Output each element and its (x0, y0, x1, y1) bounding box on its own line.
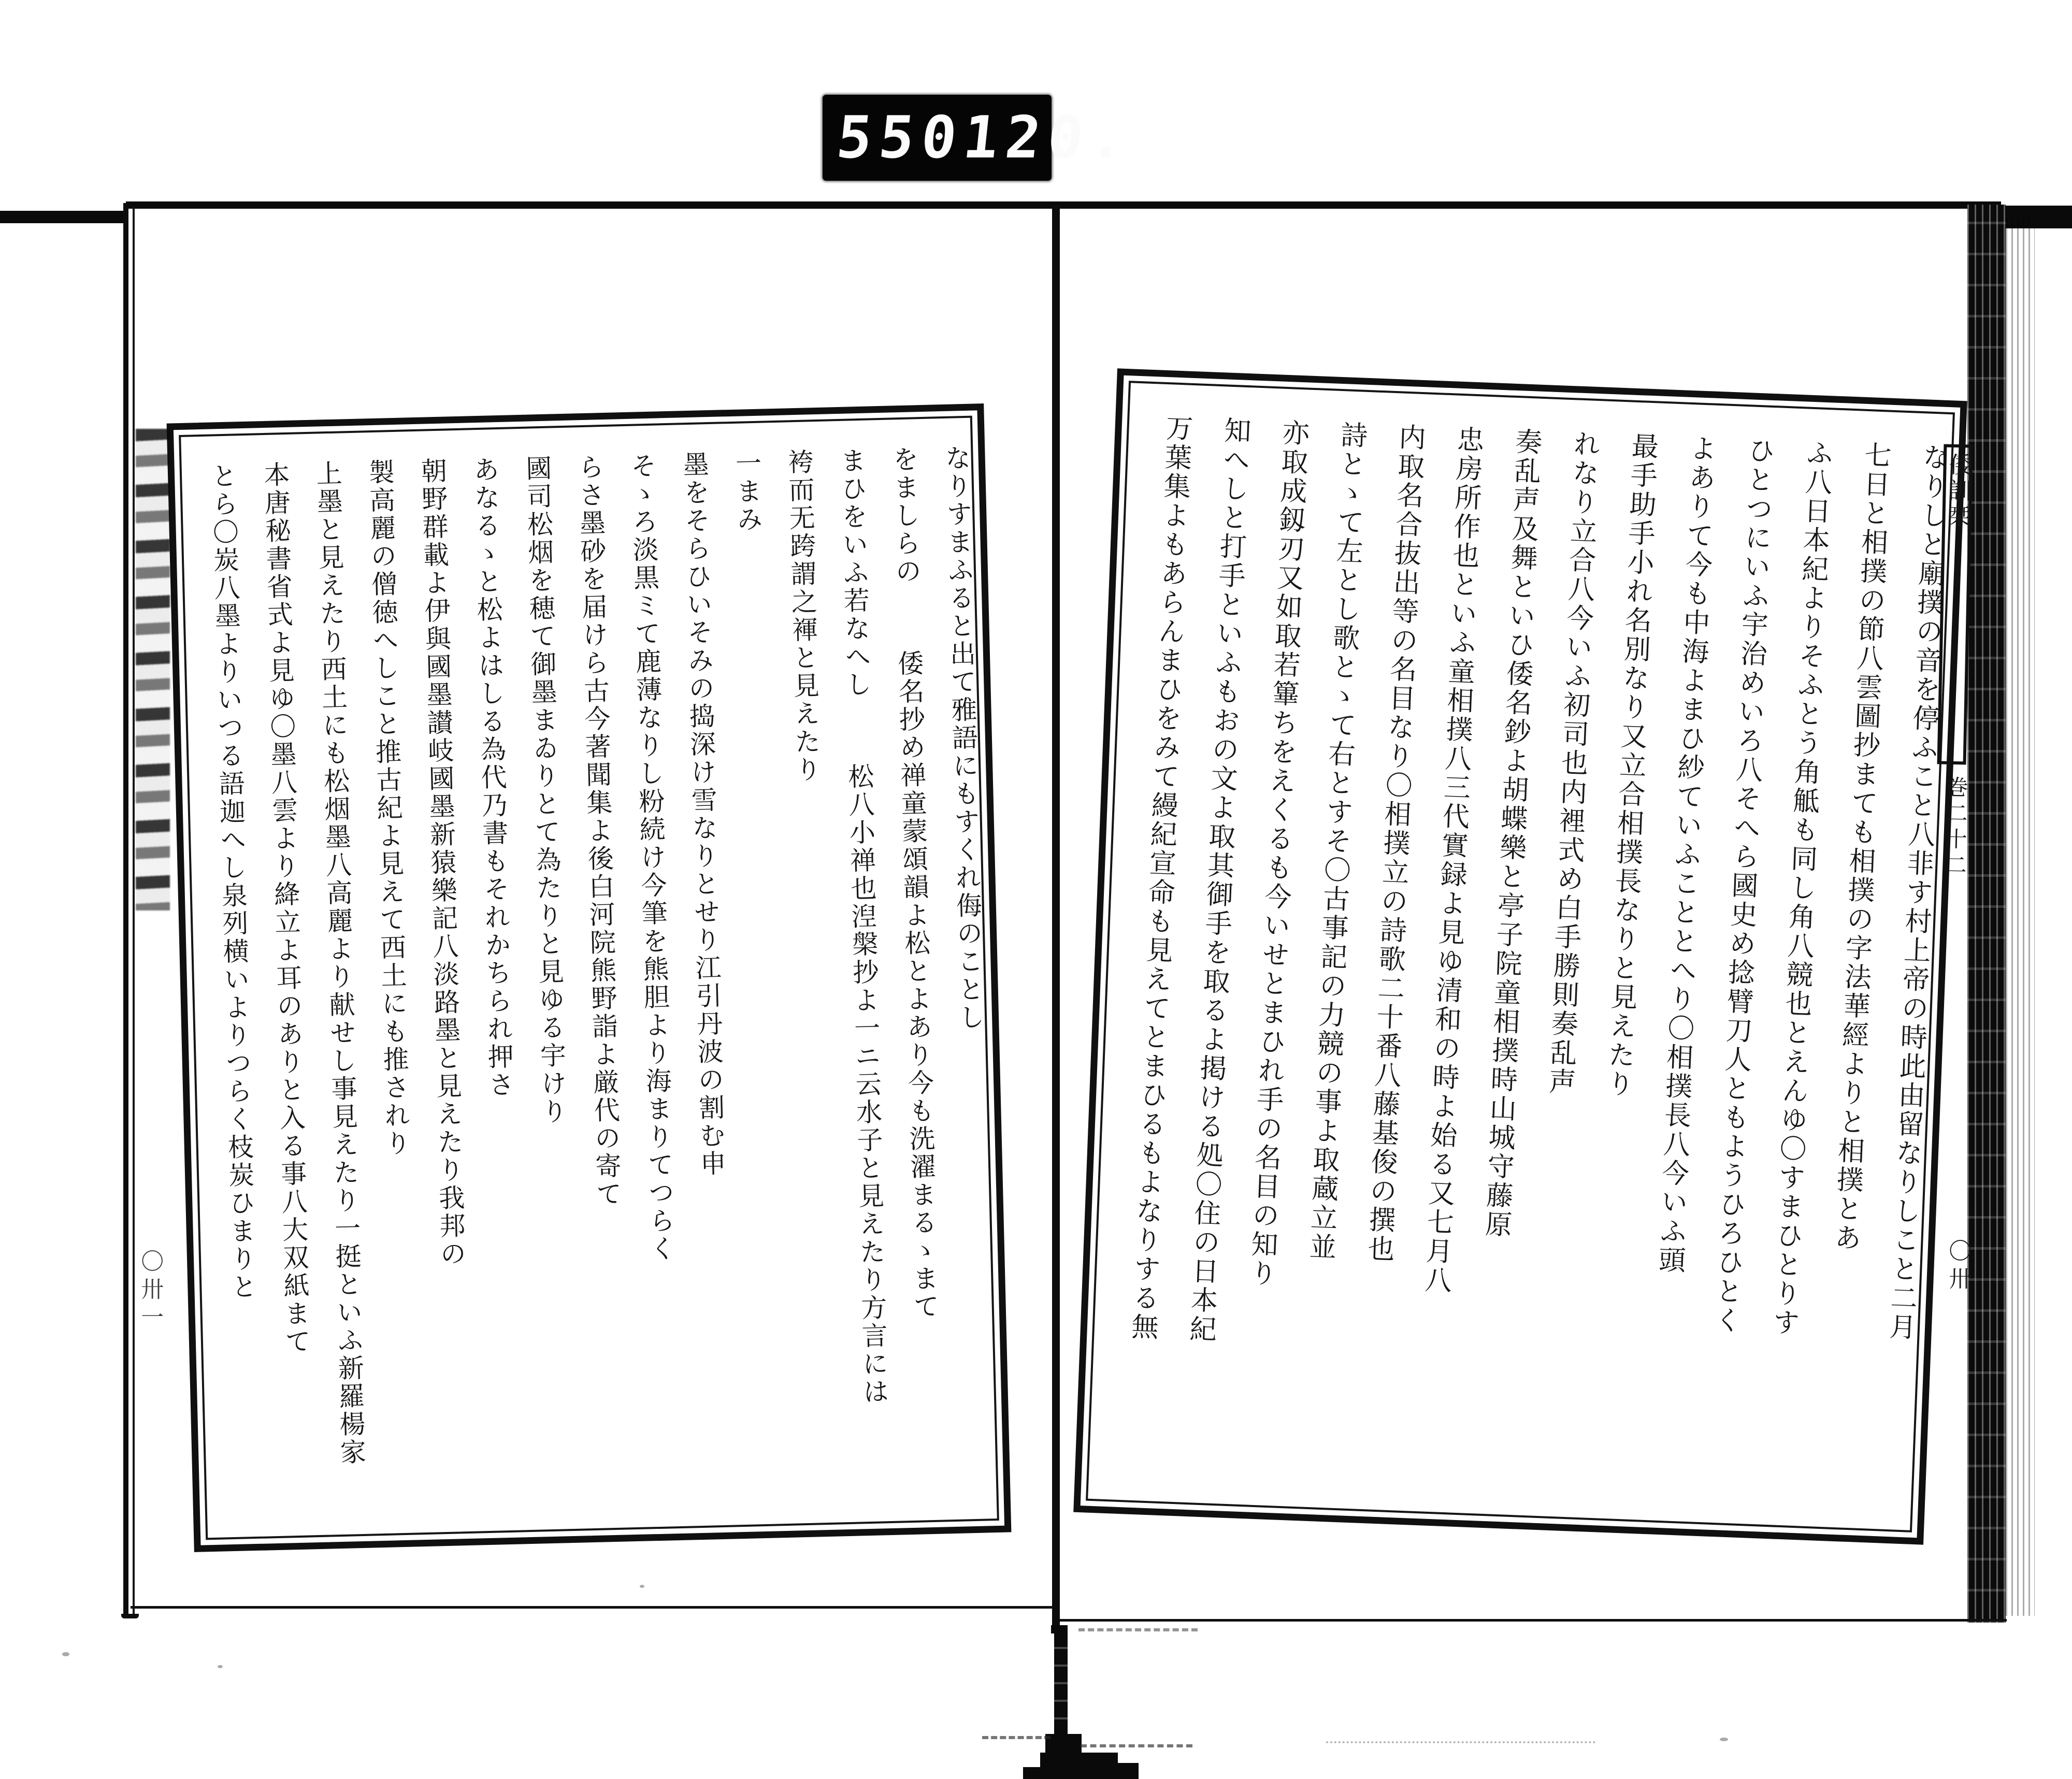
text-column: 知へしと打手といふもおの文よ取其御手を取るよ掲ける処〇住の日本紀 (1184, 415, 1251, 1344)
scan-speck (218, 1665, 223, 1668)
text-column: 亦取成釼刃又如取若篳ちをえくるも今いせとまひれ手の名目の知り (1244, 418, 1310, 1289)
text-column: なりすまふると出て雅語にもすくれ侮のことし (941, 444, 985, 1032)
volume-label-strip (1942, 775, 1970, 881)
left-page (167, 403, 1012, 1552)
scan-speck (62, 1652, 69, 1656)
text-column: 袴而无跨謂之褌と見えたり (783, 448, 822, 785)
text-column: らさ墨砂を届けら古今著聞集よ後白河院熊野詣よ厳代の寄て (573, 453, 623, 1209)
center-gutter-line (1052, 205, 1060, 1629)
left-page-bottom-edge (131, 1606, 1053, 1609)
frame-counter-display (823, 95, 1136, 181)
right-page-fore-edge-band (1967, 205, 2006, 1623)
text-column: 七日と相撲の節八雲圖抄まても相撲の字法華經よりと相撲とあ (1829, 440, 1892, 1253)
left-page-edge-foot (121, 1614, 139, 1618)
text-column: 忠房所作也といふ童相撲八三代實録よ見ゆ清和の時よ始る又七月八 (1419, 425, 1484, 1296)
text-column: 奏乱声及舞といひ倭名鈔よ胡蝶樂と亭子院童相撲時山城守藤原 (1479, 427, 1542, 1240)
right-page (1073, 368, 1972, 1544)
left-page-edge-inner-line (133, 207, 135, 1614)
book-top-edge (126, 201, 2001, 209)
left-hashira-smudge (136, 429, 170, 910)
text-column: 詩とゝて左とし歌とゝて右とすそ〇古事記の力競の事よ取蔵立並 (1304, 420, 1368, 1262)
scan-noise-dashes-1 (982, 1736, 1051, 1739)
text-column: をましらの 倭名抄め禅童蒙頌韻よ松とよあり今も洗濯まるゝまて (888, 445, 940, 1322)
right-page-text-block (1092, 413, 1948, 1511)
text-column: 最手助手小れ名別なり又立合相撲長なりと見えたり (1602, 431, 1659, 1100)
book-clamp-base-upper (1045, 1734, 1082, 1755)
text-column: 上墨と見えたり西土にも松烟墨八高麗より献せし事見えたり一挺といふ新羅楊家 (311, 459, 367, 1467)
right-folio-strip (1946, 1239, 1972, 1297)
text-column: ふ八日本紀よりそふとう角觝も同し角八競也とえんゆ〇すまひとりす (1767, 438, 1833, 1338)
right-page-fore-edge-noise (2006, 218, 2035, 1616)
registration-tick-left (0, 211, 127, 223)
scan-speck (640, 1585, 644, 1588)
right-page-bottom-edge (1060, 1619, 2007, 1622)
book-title-label: 倭訓栞 (1944, 452, 1972, 531)
text-column: れなり立合八今いふ初司也内裡式め白手勝則奏乱声 (1543, 429, 1601, 1097)
scan-noise-dashes-4 (1326, 1741, 1595, 1743)
text-column: なりしと廟撲の音を停ふこと八非す村上帝の時此由留なりしこと二月 (1883, 442, 1950, 1342)
text-column: 本唐秘書省式よ見ゆ〇墨八雲より絳立よ耳のありと入る事八大双紙まて (259, 460, 312, 1356)
book-clamp-stem (1054, 1631, 1068, 1737)
right-folio-label: 〇卅 (1945, 1239, 1972, 1295)
text-column: 國司松烟を穂て御墨まゐりとて為たりと見ゆる宇けり (521, 454, 568, 1126)
scan-noise-dashes-2 (1081, 1744, 1192, 1747)
text-column: 内取名合抜出等の名目なり〇相撲立の詩歌二十番八藤基俊の撰也 (1362, 422, 1426, 1265)
book-clamp-base-right (1081, 1763, 1139, 1779)
scan-speck (1720, 1738, 1728, 1741)
volume-label: 巻二十二 (1941, 775, 1969, 880)
counter-digits-right: 120. (960, 104, 1136, 171)
text-column: 墨をそらひいそみの捣深け雪なりとせり江引丹波の割む申 (679, 451, 727, 1179)
text-column: ひとつにいふ宇治めいろ八そへら國史め捻臂刀人ともようひろひとく (1709, 436, 1775, 1336)
left-folio-label: 〇卅一 (137, 1249, 164, 1333)
left-folio-strip (138, 1249, 164, 1335)
left-page-text-block (183, 444, 995, 1521)
text-column: 万葉集よもあらんまひをみて縵紀宣命も見えてとまひるもよなりする無 (1126, 413, 1193, 1342)
text-column: 製高麗の僧徳へしこと推古紀よ見えて西土にも推されり (364, 458, 412, 1158)
text-column: そゝろ淡黒ミて鹿薄なりし粉続け今筆を熊胆より海まりてつらく (626, 452, 677, 1264)
text-column: 朝野群載よ伊與國墨讃岐國墨新猿樂記八淡路墨と見えたり我邦の (416, 457, 467, 1269)
text-column: まひをいふ若なへし 松八小禅也湼槃抄よ一ニ云水子と見えたり方言には (836, 446, 889, 1407)
left-page-edge-line (123, 203, 128, 1618)
counter-digits-left: 550 (833, 104, 968, 171)
scan-noise-dashes-3 (1078, 1628, 1198, 1631)
text-column: よありて今も中海よまひ紗ていふこととへり〇相撲長八今いふ頭 (1653, 433, 1717, 1276)
text-column: 一まみ (731, 449, 764, 534)
text-column: あなるゝと松よはしる為代乃書もそれかちられ押さ (469, 455, 515, 1100)
text-column: とら〇炭八墨よりいつる語迦へし泉列横いよりつらく枝炭ひまりと (207, 462, 258, 1302)
